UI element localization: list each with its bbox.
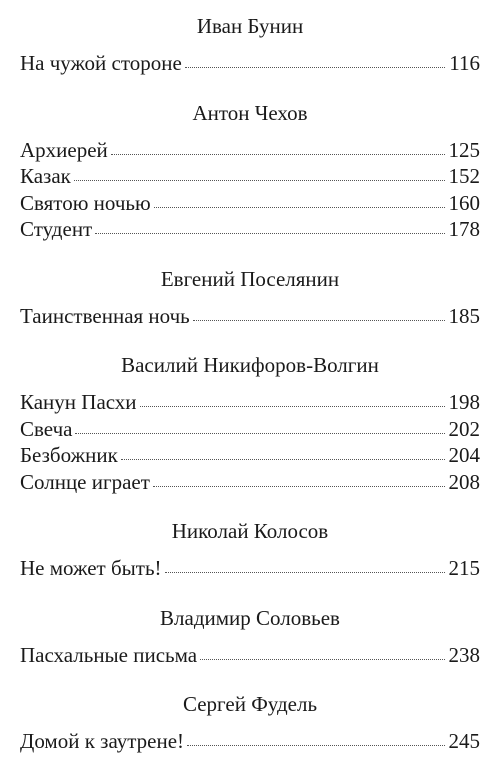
- page-number: 198: [448, 390, 480, 414]
- author-heading: Сергей Фудель: [182, 692, 318, 716]
- author-section: [20, 517, 480, 582]
- toc-entry[interactable]: [20, 416, 480, 443]
- entry-title: Таинственная ночь: [20, 303, 190, 328]
- entry-title: Архиерей: [20, 137, 108, 162]
- dot-leader: [187, 745, 444, 746]
- page-number: 152: [448, 164, 480, 188]
- page-number: 215: [448, 556, 480, 580]
- page-number: 160: [448, 190, 480, 215]
- table-of-contents: [20, 12, 480, 777]
- dot-leader: [95, 233, 444, 234]
- dot-leader: [165, 572, 445, 573]
- author-heading: Николай Колосов: [171, 519, 329, 543]
- page-number: 178: [448, 217, 480, 241]
- entry-title: Канун Пасхи: [20, 390, 137, 414]
- dot-leader: [193, 320, 445, 321]
- toc-entry[interactable]: [20, 303, 480, 330]
- dot-leader: [200, 659, 444, 660]
- dot-leader: [121, 459, 445, 460]
- toc-entry[interactable]: [20, 50, 480, 77]
- entry-title: Не может быть!: [20, 556, 162, 580]
- author-section: [20, 12, 480, 77]
- toc-entry[interactable]: [20, 469, 480, 496]
- dot-leader: [185, 67, 445, 68]
- page-number: 202: [448, 416, 480, 441]
- entry-title: Свеча: [20, 416, 73, 441]
- page-number: 245: [448, 729, 480, 753]
- toc-entry[interactable]: [20, 190, 480, 217]
- dot-leader: [140, 406, 445, 407]
- page-number: 116: [449, 51, 480, 75]
- entry-title: Казак: [20, 164, 71, 188]
- dot-leader: [111, 154, 445, 155]
- entry-title: Безбожник: [20, 443, 118, 467]
- toc-entry[interactable]: [20, 642, 480, 669]
- toc-entry[interactable]: [20, 216, 480, 243]
- dot-leader: [153, 486, 445, 487]
- entry-title: На чужой стороне: [20, 51, 182, 75]
- entry-title: Студент: [20, 217, 93, 241]
- author-section: [20, 351, 480, 495]
- author-heading: Евгений Поселянин: [160, 266, 340, 291]
- author-section: [20, 99, 480, 243]
- author-heading: Василий Никифоров-Волгин: [121, 353, 379, 377]
- entry-title: Домой к заутрене!: [20, 729, 185, 753]
- page-number: 204: [448, 443, 480, 467]
- toc-entry[interactable]: [20, 163, 480, 190]
- page-number: 238: [448, 642, 480, 667]
- dot-leader: [154, 207, 445, 208]
- dot-leader: [74, 180, 445, 181]
- page-number: 208: [448, 469, 480, 494]
- toc-entry[interactable]: [20, 555, 480, 582]
- dot-leader: [75, 433, 444, 434]
- author-section: [20, 604, 480, 669]
- toc-entry[interactable]: [20, 389, 480, 416]
- toc-entry[interactable]: [20, 137, 480, 164]
- toc-entry[interactable]: [20, 728, 480, 755]
- toc-entry[interactable]: [20, 442, 480, 469]
- entry-title: Пасхальные письма: [20, 642, 198, 667]
- author-heading: Антон Чехов: [192, 100, 308, 125]
- author-heading: Иван Бунин: [196, 14, 304, 38]
- page-number: 125: [448, 137, 480, 162]
- entry-title: Солнце играет: [20, 469, 150, 494]
- page-number: 185: [448, 303, 480, 328]
- entry-title: Святою ночью: [20, 190, 151, 215]
- author-section: [20, 265, 480, 330]
- author-heading: Владимир Соловьев: [160, 605, 340, 630]
